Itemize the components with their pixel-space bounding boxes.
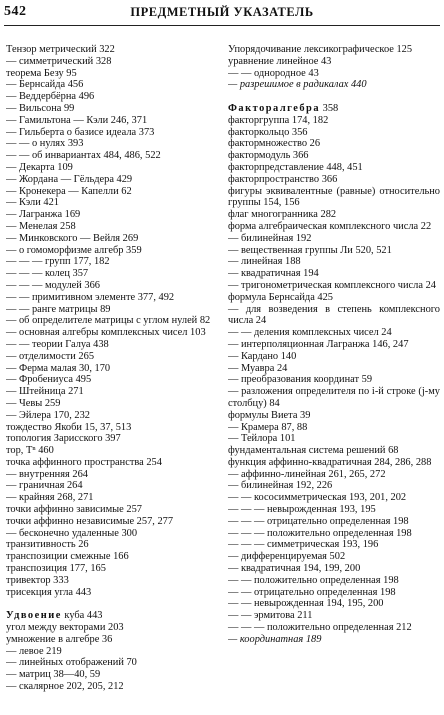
index-entry: — отделимости 265 [6, 350, 95, 362]
index-entry: формула Бернсайда 425 [228, 291, 334, 303]
index-column-right [228, 44, 440, 646]
index-entry: теорема Безу 95 [6, 67, 77, 79]
index-entry: транспозиция 177, 165 [6, 563, 106, 575]
index-entry: — — — отрицательно определенная 198 [228, 515, 409, 527]
index-entry: — квадратичная 194, 199, 200 [228, 563, 361, 575]
index-entry: — квадратичная 194 [228, 268, 319, 280]
index-entry: — тригонометрическая комплексного числа 24 [228, 279, 436, 291]
index-column-left [6, 44, 217, 693]
index-entry: — линейная 188 [228, 256, 301, 268]
index-entry: — симметрический 328 [6, 55, 112, 67]
index-entry: — Штейница 271 [6, 386, 84, 398]
index-entry: — разрешимое в радикалах 440 [228, 79, 367, 91]
index-entry: — Гильберта о базисе идеала 373 [6, 126, 155, 138]
index-entry: — — примитивном элементе 377, 492 [6, 291, 175, 303]
index-entry: — Бернсайда 456 [6, 79, 84, 91]
index-entry: — Веддербёрна 496 [6, 91, 95, 103]
index-entry: — матриц 38—40, 59 [6, 669, 101, 681]
header-rule [4, 25, 440, 26]
index-entry: — аффинно-линейная 261, 265, 272 [228, 468, 386, 480]
index-entry: — Минковского — Вейля 269 [6, 232, 139, 244]
index-entry: — — о нулях 393 [6, 138, 84, 150]
index-entry: формулы Виета 39 [228, 409, 311, 421]
index-entry: — скалярное 202, 205, 212 [6, 681, 124, 693]
index-entry: — для возведения в степень комплексного числа 24 [228, 303, 440, 327]
index-entry: Факторалгебра 358 [228, 102, 339, 114]
index-entry: — Крамера 87, 88 [228, 421, 308, 433]
index-entry: — крайняя 268, 271 [6, 492, 94, 504]
index-entry: — Чевы 259 [6, 397, 61, 409]
index-entry: угол между векторами 203 [6, 622, 124, 634]
index-entry: — — теории Галуа 438 [6, 338, 109, 350]
index-entry: — — — невырожденная 193, 195 [228, 504, 376, 516]
index-entry: — билинейная 192, 226 [228, 480, 333, 492]
index-entry: — Тейлора 101 [228, 433, 296, 445]
index-entry: факторкольцо 356 [228, 126, 308, 138]
index-entry: тривектор 333 [6, 574, 69, 586]
index-entry: — — положительно определенная 198 [228, 574, 399, 586]
index-entry: — дифференцируемая 502 [228, 551, 346, 563]
index-entry: — — эрмитова 211 [228, 610, 313, 622]
index-entry: — — ранге матрицы 89 [6, 303, 111, 315]
index-entry: тор, Tⁿ 460 [6, 445, 54, 457]
index-entry: точка аффинного пространства 254 [6, 456, 162, 468]
index-entry: точки аффинно зависимые 257 [6, 504, 142, 516]
index-entry: — Кардано 140 [228, 350, 297, 362]
index-entry: флаг многогранника 282 [228, 209, 337, 221]
index-entry: — билинейная 192 [228, 232, 312, 244]
index-entry: — разложения определителя по i-й строке (j-му столбцу) 84 [228, 386, 440, 409]
index-entry: функция аффинно-квадратичная 284, 286, 288 [228, 456, 432, 468]
index-entry: — — кососимметрическая 193, 201, 202 [228, 492, 407, 504]
index-entry: — Жордана — Гёльдера 429 [6, 173, 133, 185]
index-entry: — левое 219 [6, 645, 62, 657]
index-entry: — — — симметрическая 193, 196 [228, 539, 379, 551]
index-entry: Упорядочивание лексикографическое 125 [228, 44, 413, 55]
index-entry: — граничная 264 [6, 480, 83, 492]
index-entry: фигуры эквивалентные (равные) относительно группы 154, 156 [228, 185, 440, 209]
index-entry: Тензор метрический 322 [6, 44, 115, 55]
index-entry: — линейных отображений 70 [6, 657, 137, 669]
index-entry: тождество Якоби 15, 37, 513 [6, 421, 132, 433]
index-entry: транзитивность 26 [6, 539, 89, 551]
index-entry: — Вильсона 99 [6, 102, 75, 114]
index-entry: — интерполяционная Лагранжа 146, 247 [228, 338, 409, 350]
index-entry: — — невырожденная 194, 195, 200 [228, 598, 384, 610]
page-header [0, 0, 444, 30]
index-entry: — — об инвариантах 484, 486, 522 [6, 150, 161, 162]
index-entry: умножение в алгебре 36 [6, 633, 113, 645]
index-entry: — основная алгебры комплексных чисел 103 [6, 327, 206, 339]
index-entry: — — — модулей 366 [6, 279, 101, 291]
index-entry: — Гамильтона — Кэли 246, 371 [6, 114, 148, 126]
index-entry: — внутренняя 264 [6, 468, 88, 480]
index-entry: — — — положительно определенная 198 [228, 527, 412, 539]
index-entry: факторпредставление 448, 451 [228, 161, 363, 173]
index-entry: форма алгебраическая комплексного числа 22 [228, 220, 432, 232]
index-entry: фактормодуль 366 [228, 150, 309, 162]
index-entry: — — отрицательно определенная 198 [228, 586, 396, 598]
index-entry: — Фробениуса 495 [6, 374, 92, 386]
index-entry: — бесконечно удаленные 300 [6, 527, 138, 539]
index-entry: — об определителе матрицы с углом нулей 82 [6, 315, 211, 327]
index-entry: — — — групп 177, 182 [6, 256, 110, 268]
index-entry: — — — положительно определенная 212 [228, 622, 412, 634]
index-entry: фактормножество 26 [228, 138, 321, 150]
index-entry: факторгруппа 174, 182 [228, 114, 329, 126]
page-number: 542 [4, 4, 27, 19]
index-entry: транспозиции смежные 166 [6, 551, 129, 563]
index-entry: факторпространство 366 [228, 173, 338, 185]
index-entry: — — деления комплексных чисел 24 [228, 327, 392, 339]
index-entry: — координатная 189 [228, 633, 322, 645]
index-entry: — Ферма малая 30, 170 [6, 362, 111, 374]
index-entry: уравнение линейное 43 [228, 55, 332, 67]
index-entry: — преобразования координат 59 [228, 374, 373, 386]
index-entry: — вещественная группы Ли 520, 521 [228, 244, 392, 256]
running-title: ПРЕДМЕТНЫЙ УКАЗАТЕЛЬ [130, 5, 314, 19]
index-entry: — — — колец 357 [6, 268, 89, 280]
index-entry: — Муавра 24 [228, 362, 288, 374]
index-entry: — Лагранжа 169 [6, 209, 81, 221]
index-entry: — Менелая 258 [6, 220, 76, 232]
index-entry: точки аффинно независимые 257, 277 [6, 515, 174, 527]
index-entry: — о гомоморфизме алгебр 359 [6, 244, 142, 256]
index-entry: фундаментальная система решений 68 [228, 445, 399, 457]
index-entry: — Эйлера 170, 232 [6, 409, 90, 421]
index-entry: — — однородное 43 [228, 67, 319, 79]
index-entry: трисекция угла 443 [6, 586, 92, 598]
index-entry: топология Зарисского 397 [6, 433, 121, 445]
index-entry: Удвоение куба 443 [6, 610, 103, 622]
index-entry: — Кэли 421 [6, 197, 59, 209]
index-entry: — Кронекера — Капелли 62 [6, 185, 132, 197]
index-entry: — Декарта 109 [6, 161, 73, 173]
